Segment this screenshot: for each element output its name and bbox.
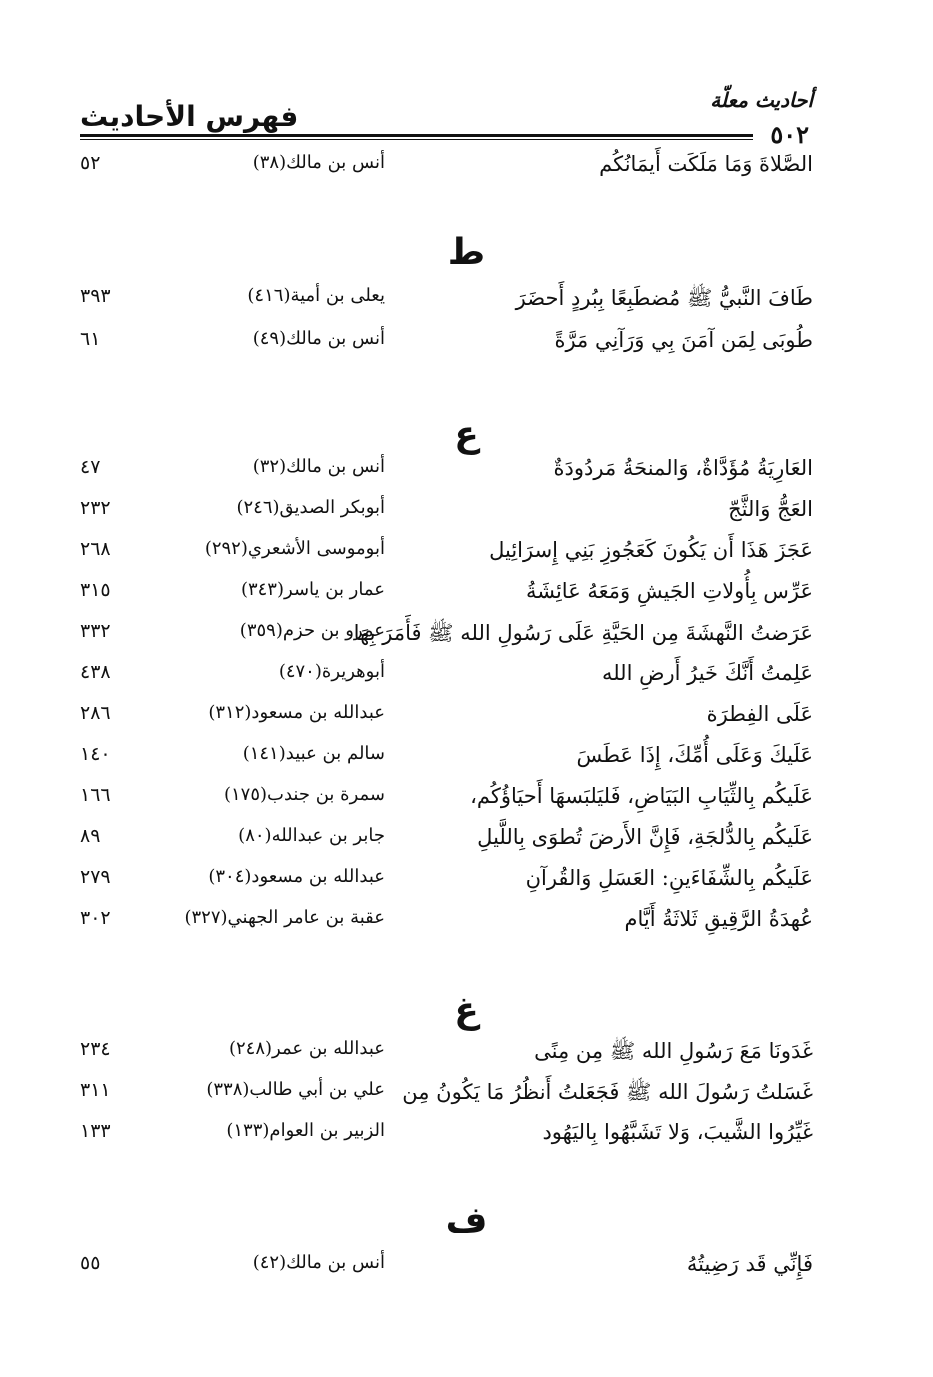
narrator: يعلى بن أمية(٤١٦) xyxy=(247,285,385,306)
page-ref: ٨٩ xyxy=(80,825,101,847)
hadith-text: طُوبَى لِمَن آمَنَ بِي وَرَآنِي مَرَّةً xyxy=(554,328,813,352)
page-ref: ٢٣٢ xyxy=(80,497,111,519)
book-brand: أحاديث معلّة xyxy=(710,88,813,112)
hadith-text: غَسَلتُ رَسُولَ الله ﷺ فَجَعَلتُ أَنظُرُ مَا يَكُونُ مِن xyxy=(402,1080,813,1104)
narrator: أنس بن مالك(٣٢) xyxy=(252,456,385,477)
hadith-text: عَلَيكَ وَعَلَى أُمِّكَ، إِذَا عَطَسَ xyxy=(576,743,813,767)
index-entry xyxy=(0,285,933,321)
index-entry xyxy=(0,702,933,738)
hadith-text: عَلَى الفِطرَة xyxy=(706,702,813,726)
page-ref: ٥٢ xyxy=(80,152,101,174)
hadith-text: عُهدَةُ الرَّقِيقِ ثَلاثَةُ أَيَّام xyxy=(624,907,813,931)
hadith-text: عَلَيكُم بِالدُّلجَةِ، فَإِنَّ الأَرضَ تُطوَى بِاللَّيلِ xyxy=(477,825,813,849)
hadith-text: عَلَيكُم بِالشِّفَاءَينِ: العَسَلِ وَالقُرآنِ xyxy=(525,866,813,890)
index-entry xyxy=(0,866,933,902)
hadith-text: عَلَيكُم بِالثِّيَابِ البَيَاضِ، فَليَلبَسهَا أَحيَاؤُكُم، xyxy=(470,784,813,808)
hadith-text: طَافَ النَّبيُّ ﷺ مُضطَبِعًا بِبُردٍ أَحضَرَ xyxy=(515,286,813,310)
header-rule-thick xyxy=(80,134,753,137)
hadith-text: الصَّلاةَ وَمَا مَلَكَت أَيمَانُكُم xyxy=(599,152,813,176)
index-entry xyxy=(0,1120,933,1156)
narrator: علي بن أبي طالب(٣٣٨) xyxy=(206,1079,385,1100)
narrator: عمرو بن حزم(٣٥٩) xyxy=(239,620,385,641)
index-entry xyxy=(0,538,933,574)
index-entry xyxy=(0,784,933,820)
page-number: ٥٠٢ xyxy=(766,120,813,149)
narrator: عبدالله بن مسعود(٣١٢) xyxy=(208,702,385,723)
index-entry xyxy=(0,620,933,656)
narrator: عمار بن ياسر(٣٤٣) xyxy=(240,579,385,600)
hadith-text: غَيِّرُوا الشَّيبَ، وَلا تَشَبَّهُوا بِاليَهُود xyxy=(542,1120,813,1144)
narrator: سالم بن عبيد(١٤١) xyxy=(242,743,385,764)
index-entry xyxy=(0,661,933,697)
index-entry xyxy=(0,743,933,779)
index-entry xyxy=(0,1079,933,1115)
hadith-text: عَرِّس بِأُولاتِ الجَيشِ وَمَعَهُ عَائِشَةُ xyxy=(525,579,813,603)
narrator: أنس بن مالك(٤٢) xyxy=(252,1252,385,1273)
page-ref: ٢٣٤ xyxy=(80,1038,111,1060)
hadith-text: فَإِنِّي قَد رَضِيتُهُ xyxy=(686,1252,813,1276)
narrator: عبدالله بن عمر(٢٤٨) xyxy=(228,1038,385,1059)
section-letter: ع xyxy=(454,414,479,455)
narrator: الزبير بن العوام(١٣٣) xyxy=(226,1120,385,1141)
section-letter: ط xyxy=(447,232,486,273)
narrator: أبوموسى الأشعري(٢٩٢) xyxy=(204,538,385,559)
narrator: أبوبكر الصديق(٢٤٦) xyxy=(236,497,385,518)
index-entry xyxy=(0,456,933,492)
index-entry xyxy=(0,1252,933,1288)
hadith-text: العَجُّ وَالثَّجّ xyxy=(728,497,813,521)
page-ref: ١٦٦ xyxy=(80,784,111,806)
header-rule-thin xyxy=(80,139,753,140)
hadith-text: غَدَونَا مَعَ رَسُولِ الله ﷺ مِن مِنًى xyxy=(534,1039,813,1063)
index-entry xyxy=(0,1038,933,1074)
narrator: أبوهريرة(٤٧٠) xyxy=(278,661,385,682)
hadith-text: عَرَضتُ النَّهشَةَ مِن الحَيَّةِ عَلَى رَسُولِ الله ﷺ فَأَمَرَ بِهَا xyxy=(353,621,813,645)
index-entry xyxy=(0,497,933,533)
narrator: أنس بن مالك(٤٩) xyxy=(252,328,385,349)
narrator: أنس بن مالك(٣٨) xyxy=(252,152,385,173)
page-ref: ٥٥ xyxy=(80,1252,101,1274)
page-ref: ٣٠٢ xyxy=(80,907,111,929)
page-ref: ٣٩٣ xyxy=(80,285,111,307)
hadith-text: عَلِمتُ أَنَّكَ خَيرُ أَرضِ الله xyxy=(601,661,813,685)
narrator: سمرة بن جندب(١٧٥) xyxy=(223,784,385,805)
page-title: فهرس الأحاديث xyxy=(80,100,299,133)
narrator: عبدالله بن مسعود(٣٠٤) xyxy=(208,866,385,887)
page-ref: ٣١٥ xyxy=(80,579,111,601)
page-ref: ٤٣٨ xyxy=(80,661,111,683)
index-entry xyxy=(0,579,933,615)
section-letter: ف xyxy=(445,1200,488,1241)
page-ref: ٤٧ xyxy=(80,456,101,478)
section-letter: غ xyxy=(454,990,479,1031)
narrator: عقبة بن عامر الجهني(٣٢٧) xyxy=(184,907,385,928)
page-ref: ٢٨٦ xyxy=(80,702,111,724)
index-entry xyxy=(0,825,933,861)
page-ref: ١٤٠ xyxy=(80,743,111,765)
page-ref: ٣١١ xyxy=(80,1079,111,1101)
page-ref: ٦١ xyxy=(80,328,101,350)
page-ref: ١٣٣ xyxy=(80,1120,111,1142)
index-entry xyxy=(0,907,933,943)
page-ref: ٢٦٨ xyxy=(80,538,111,560)
index-entry xyxy=(0,152,933,188)
narrator: جابر بن عبدالله(٨٠) xyxy=(238,825,385,846)
hadith-text: العَارِيَةُ مُؤَدَّاةٌ، وَالمنحَةُ مَردُودَةٌ xyxy=(553,456,813,480)
running-header-brand xyxy=(710,88,813,112)
hadith-text: عَجَزَ هَذَا أَن يَكُونَ كَعَجُوزِ بَنِي إِسرَائِيل xyxy=(489,538,813,562)
index-entry xyxy=(0,328,933,364)
page-ref: ٢٧٩ xyxy=(80,866,111,888)
page-ref: ٣٣٢ xyxy=(80,620,111,642)
